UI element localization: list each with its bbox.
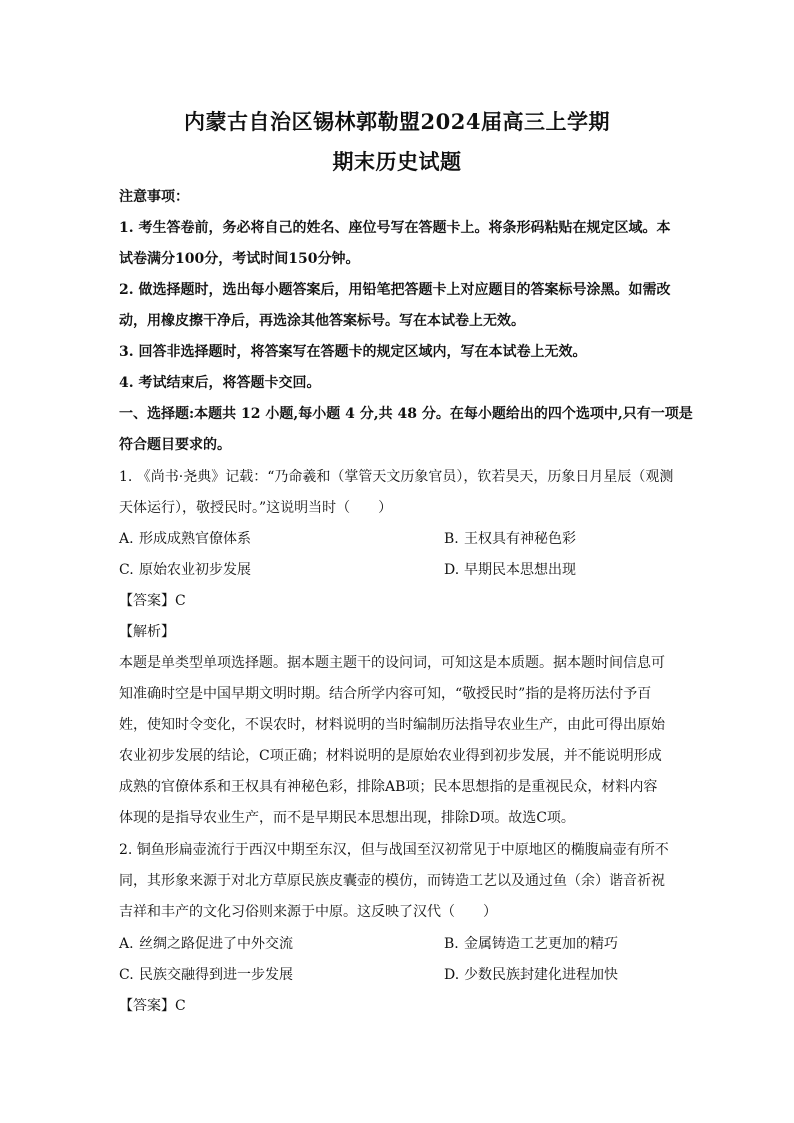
option-text: 早期民本思想出现 (464, 562, 576, 578)
analysis-label: 【解析】 (119, 624, 175, 640)
option-text: 少数民族封建化进程加快 (464, 967, 618, 983)
analysis-text: 体现的是指导农业生产，而不是早期民本思想出现，排除D项。故选C项。 (119, 810, 575, 826)
question-stem: 2. 铜鱼形扁壶流行于西汉中期至东汉，但与战国至汉初常见于中原地区的椭腹扁壶有所不 (119, 842, 669, 858)
question-stem: 同，其形象来源于对北方草原民族皮囊壶的模仿，而铸造工艺以及通过鱼（余）谐音祈祝 (119, 873, 665, 889)
option-letter: A. (119, 936, 134, 952)
option-text: 民族交融得到进一步发展 (139, 967, 293, 983)
exam-title-line2: 期末历史试题 (332, 149, 462, 174)
option-letter: D. (444, 967, 460, 983)
option-letter: C. (119, 967, 134, 983)
notice-line: 1. 考生答卷前，务必将自己的姓名、座位号写在答题卡上。将条形码粘贴在规定区域。本 (119, 220, 671, 236)
option-b (444, 529, 576, 549)
option-d (444, 560, 576, 580)
option-letter: C. (119, 562, 134, 578)
section-heading: 一、选择题:本题共 12 小题,每小题 4 分,共 48 分。在每小题给出的四个选项中,只有一项是 (119, 406, 693, 422)
notice-line: 3. 回答非选择题时，将答案写在答题卡的规定区域内，写在本试卷上无效。 (119, 344, 587, 360)
notice-line: 动，用橡皮擦干净后，再选涂其他答案标号。写在本试卷上无效。 (119, 313, 525, 329)
question-stem: 1. 《尚书·尧典》记载：“乃命羲和（掌管天文历象官员），钦若昊天，历象日月星辰（观测 (119, 469, 674, 485)
option-text: 金属铸造工艺更加的精巧 (464, 936, 618, 952)
option-c (119, 560, 251, 580)
option-text: 原始农业初步发展 (139, 562, 251, 578)
analysis-text: 本题是单类型单项选择题。据本题主题干的设问词，可知这是本质题。据本题时间信息可 (119, 655, 665, 671)
question-stem: 吉祥和丰产的文化习俗则来源于中原。这反映了汉代（ ） (119, 904, 497, 920)
analysis-text: 姓，使知时令变化，不误农时，材料说明的当时编制历法指导农业生产，由此可得出原始 (119, 717, 665, 733)
option-letter: D. (444, 562, 460, 578)
notice-line: 试卷满分100分，考试时间150分钟。 (119, 251, 360, 267)
question-stem: 天体运行），敬授民时。”这说明当时（ ） (119, 500, 393, 516)
option-text: 形成成熟官僚体系 (139, 531, 251, 547)
option-letter: A. (119, 531, 134, 547)
option-text: 王权具有神秘色彩 (464, 531, 576, 547)
answer-label: 【答案】C (119, 593, 186, 609)
exam-title-line1: 内蒙古自治区锡林郭勒盟2024届高三上学期 (184, 109, 610, 134)
option-c (119, 965, 293, 985)
notice-line: 4. 考试结束后，将答题卡交回。 (119, 375, 321, 391)
notice-line: 2. 做选择题时，选出每小题答案后，用铅笔把答题卡上对应题目的答案标号涂黑。如需改 (119, 282, 671, 298)
option-b (444, 934, 618, 954)
notice-heading: 注意事项： (119, 189, 189, 205)
option-a (119, 934, 293, 954)
option-letter: B. (444, 531, 459, 547)
option-letter: B. (444, 936, 459, 952)
answer-label: 【答案】C (119, 998, 186, 1014)
analysis-text: 知准确时空是中国早期文明时期。结合所学内容可知，“敬授民时”指的是将历法付予百 (119, 686, 652, 702)
analysis-text: 成熟的官僚体系和王权具有神秘色彩，排除AB项；民本思想指的是重视民众，材料内容 (119, 779, 658, 795)
option-a (119, 529, 251, 549)
option-d (444, 965, 618, 985)
option-text: 丝绸之路促进了中外交流 (139, 936, 293, 952)
analysis-text: 农业初步发展的结论，C项正确；材料说明的是原始农业得到初步发展，并不能说明形成 (119, 748, 662, 764)
section-heading: 符合题目要求的。 (119, 437, 231, 453)
